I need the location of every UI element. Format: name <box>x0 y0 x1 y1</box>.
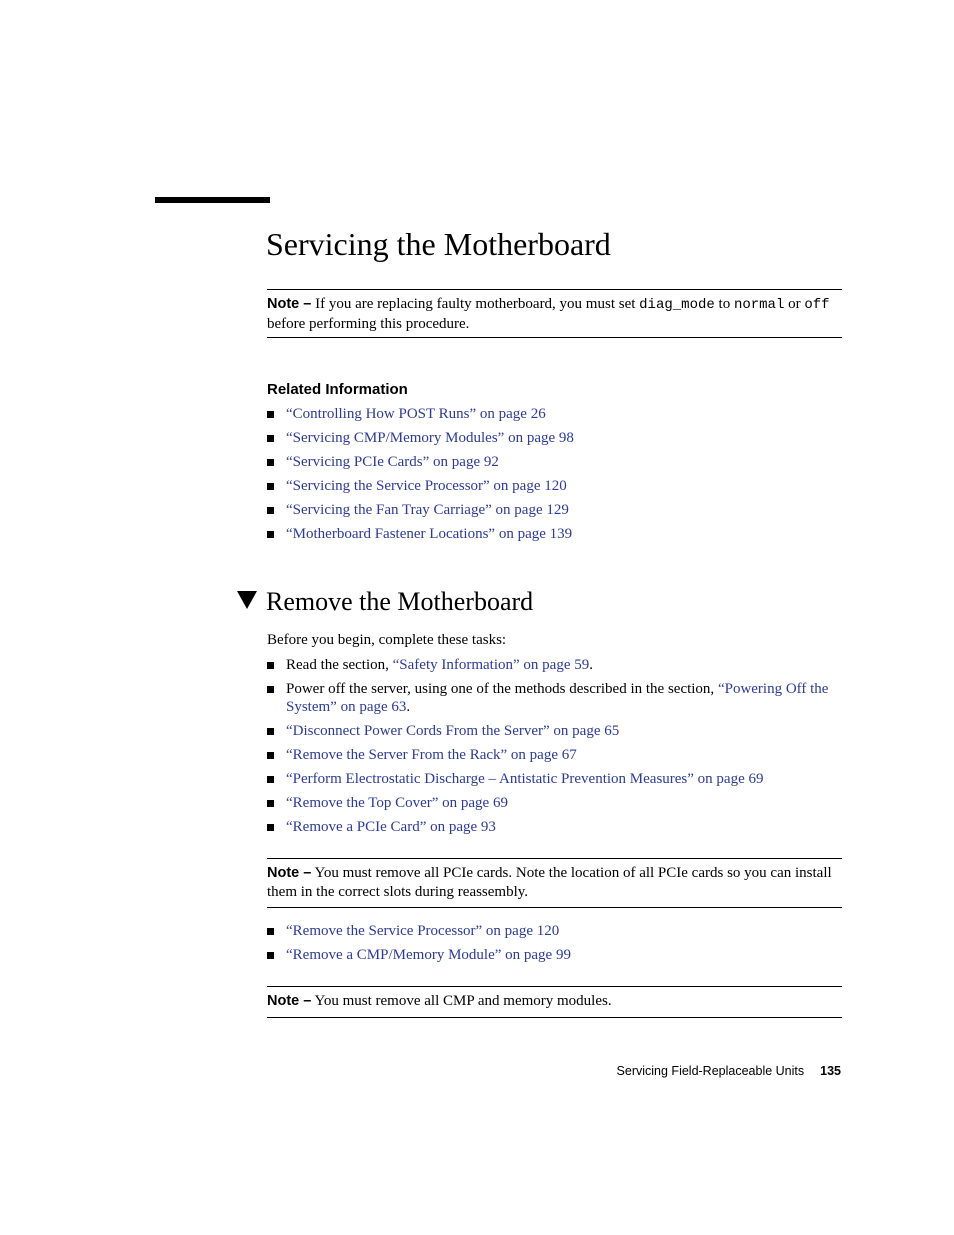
list-item <box>267 405 842 423</box>
note-text: You must remove all PCIe cards. Note the location of all PCIe cards so you can install them in the correct slots during reassembly. <box>267 865 832 900</box>
list-item <box>267 722 842 740</box>
note-text: before performing this procedure. <box>267 316 470 332</box>
list-item <box>267 656 842 674</box>
intro-paragraph: Before you begin, complete these tasks: <box>267 632 507 648</box>
xref-link[interactable]: “Remove the Server From the Rack” on page 67 <box>286 747 577 763</box>
bullet-icon <box>267 459 274 466</box>
bullet-icon <box>267 686 274 693</box>
page-footer <box>617 1064 841 1078</box>
note-diag-mode <box>267 289 842 338</box>
footer-chapter: Servicing Field-Replaceable Units <box>616 1064 805 1078</box>
code-normal: normal <box>733 297 785 313</box>
xref-link[interactable]: “Servicing the Fan Tray Carriage” on page 129 <box>286 502 569 518</box>
note-label: Note – <box>267 993 312 1009</box>
related-information-list <box>267 405 842 549</box>
note-label: Note – <box>267 865 312 881</box>
xref-link[interactable]: “Powering Off the System” on page 63 <box>286 681 829 715</box>
xref-link[interactable]: “Motherboard Fastener Locations” on page 139 <box>286 526 573 542</box>
bullet-icon <box>267 507 274 514</box>
xref-link[interactable]: “Remove the Top Cover” on page 69 <box>286 795 508 811</box>
page-title: Servicing the Motherboard <box>266 226 611 262</box>
list-item <box>267 770 842 788</box>
chapter-rule <box>155 197 270 203</box>
xref-link[interactable]: “Perform Electrostatic Discharge – Antistatic Prevention Measures” on page 69 <box>286 771 764 787</box>
bullet-icon <box>267 411 274 418</box>
note-label: Note – <box>267 296 312 312</box>
list-item <box>267 794 842 812</box>
related-information-heading: Related Information <box>267 381 408 398</box>
section-title: Remove the Motherboard <box>266 587 534 616</box>
bullet-icon <box>267 435 274 442</box>
note-text: You must remove all CMP and memory modules. <box>311 993 612 1009</box>
xref-link[interactable]: “Remove the Service Processor” on page 120 <box>286 923 560 939</box>
bullet-icon <box>267 800 274 807</box>
note-text: or <box>784 296 805 312</box>
note-cmp-modules <box>267 986 842 1018</box>
task-list <box>267 656 842 842</box>
xref-link[interactable]: “Servicing CMP/Memory Modules” on page 98 <box>286 430 574 446</box>
list-item <box>267 946 842 964</box>
code-diag-mode: diag_mode <box>639 297 715 313</box>
list-item <box>267 680 842 716</box>
list-item <box>267 477 842 495</box>
item-text: Power off the server, using one of the methods described in the section, <box>286 681 718 697</box>
xref-link[interactable]: “Disconnect Power Cords From the Server” on page 65 <box>286 723 620 739</box>
bullet-icon <box>267 752 274 759</box>
bullet-icon <box>267 531 274 538</box>
xref-link[interactable]: “Controlling How POST Runs” on page 26 <box>286 406 546 422</box>
task-list-2 <box>267 922 842 970</box>
xref-link[interactable]: “Servicing PCIe Cards” on page 92 <box>286 454 499 470</box>
section-heading <box>237 584 533 620</box>
bullet-icon <box>267 928 274 935</box>
list-item <box>267 818 842 836</box>
xref-link[interactable]: “Remove a PCIe Card” on page 93 <box>286 819 496 835</box>
xref-link[interactable]: “Remove a CMP/Memory Module” on page 99 <box>286 947 571 963</box>
bullet-icon <box>267 483 274 490</box>
bullet-icon <box>267 824 274 831</box>
item-text: Read the section, <box>286 657 393 673</box>
bullet-icon <box>267 728 274 735</box>
list-item <box>267 501 842 519</box>
xref-link[interactable]: “Safety Information” on page 59 <box>392 657 590 673</box>
bullet-icon <box>267 662 274 669</box>
list-item <box>267 453 842 471</box>
list-item <box>267 922 842 940</box>
note-text: to <box>714 296 734 312</box>
note-text: If you are replacing faulty motherboard, you must set <box>311 296 640 312</box>
bullet-icon <box>267 952 274 959</box>
list-item <box>267 525 842 543</box>
list-item <box>267 429 842 447</box>
xref-link[interactable]: “Servicing the Service Processor” on page 120 <box>286 478 567 494</box>
bullet-icon <box>267 776 274 783</box>
item-text: . <box>406 699 411 715</box>
list-item <box>267 746 842 764</box>
page-number: 135 <box>820 1064 841 1078</box>
triangle-down-icon <box>237 591 257 609</box>
code-off: off <box>804 297 830 313</box>
note-pcie-cards <box>267 858 842 908</box>
item-text: . <box>589 657 593 673</box>
